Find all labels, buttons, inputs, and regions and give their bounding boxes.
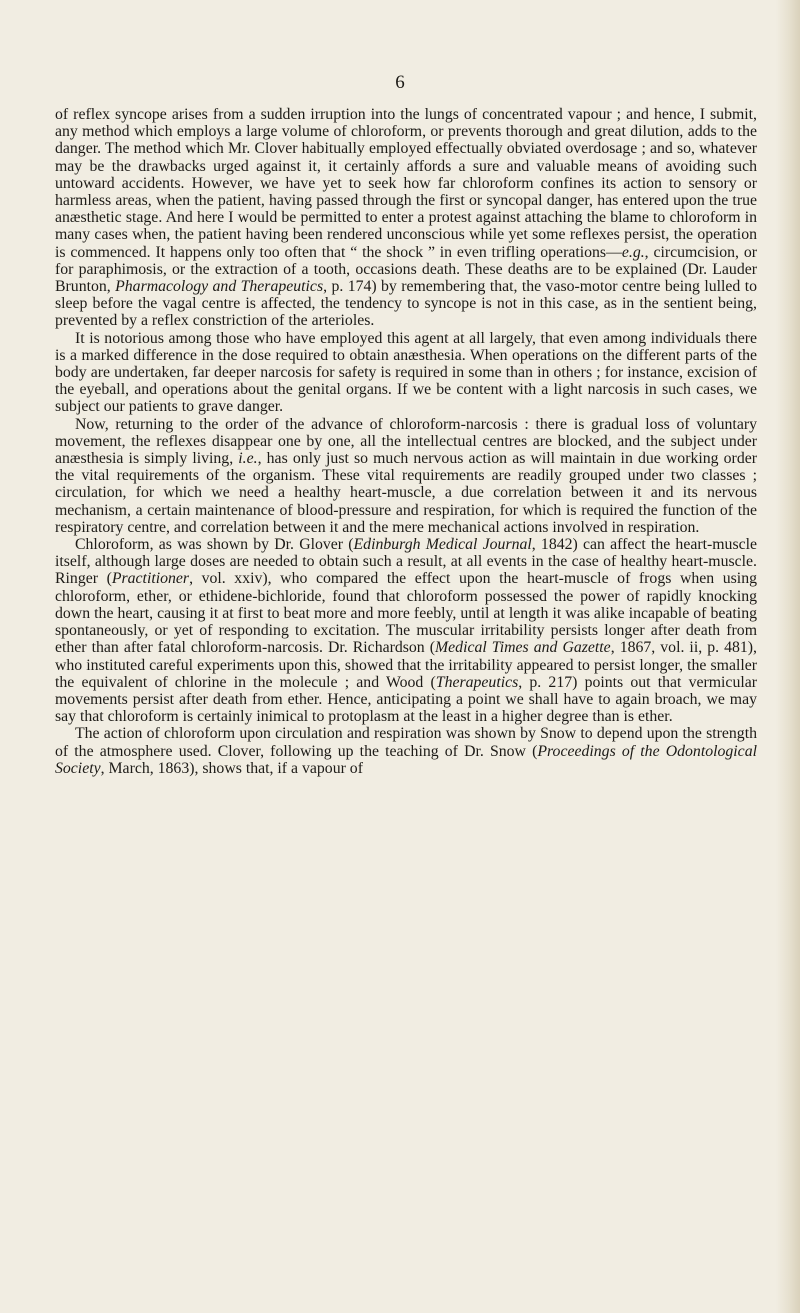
italic-text: e.g.: [621, 243, 645, 261]
italic-text: Proceedings of the Odontological Society: [55, 742, 757, 777]
text-run: , 1842) can affect the heart-muscle itself, although large doses are needed to obtain such a result, at all events in the case of healthy heart-muscle. Ringer (: [55, 536, 758, 588]
text-run: , 1867, vol. ii, p. 481), who instituted careful experiments upon this, showed that the irritability appeared to persist longer, the smaller the equivalent of chlorine in the molecule ; and Wood (: [55, 639, 757, 691]
text-run: The action of chloroform upon circulation and respiration was shown by Snow to depend upon the strength of the atmosphere used. Clover, following up the teaching of Dr. Snow (: [55, 725, 757, 760]
italic-text: Pharmacology and Therapeutics: [115, 278, 324, 296]
text-run: Now, returning to the order of the advance of chloroform-narcosis : there is gradual loss of voluntary movement, the reflexes disappear one by one, all the intellectual centres are blocked, and the subject under anæsthesia is simply living,: [55, 415, 757, 468]
italic-text: Edinburgh Medical Journal: [353, 536, 532, 554]
text-run: , vol. xxiv), who compared the effect upon the heart-muscle of frogs when using chloroform, ether, or ethidene-bichloride, found that chloroform possessed the power of rapidly knocking down the heart, causing it at first to beat more and more feebly, until at length it was alike incapable of beating spontaneously, or yet of responding to excitation. The muscular irritability persists longer after death from ether than after fatal chloroform-narcosis. Dr. Richardson (: [55, 570, 757, 657]
paragraph: [55, 536, 757, 725]
text-run: Chloroform, as was shown by Dr. Glover (: [75, 536, 354, 554]
paragraph: [55, 416, 757, 536]
text-run: , circumcision, or for paraphimosis, or the extraction of a tooth, occasions death. These deaths are to be explained (Dr. Lauder Brunton,: [55, 243, 757, 296]
text-run: , March, 1863), shows that, if a vapour of: [100, 759, 363, 777]
text-run: , has only just so much nervous action as will maintain in due working order the vital requirements of the organism. These vital requirements are readily grouped under two classes ; circulation, for which we need a healthy heart-muscle, a due correlation between it and its nervous mechanism, a certain maintenance of blood-pressure and respiration, for which is required the function of the respiratory centre, and correlation between it and the mere mechanical actions involved in respiration.: [55, 450, 757, 536]
italic-text: Practitioner: [111, 570, 190, 588]
text-run: of reflex syncope arises from a sudden irruption into the lungs of concentrated vapour ; and hence, I submit, any method which employs a large volume of chloroform, or prevents thorough and great dilution, adds to the danger. The method which Mr. Clover habitually employed effectually obviated overdosage ; and so, whatever may be the drawbacks urged against it, it certainly affords a sure and valuable means of avoiding such untoward accidents. However, we have yet to seek how far chloroform confines its action to sensory or harmless areas, when the patient, having passed through the first or syncopal danger, has entered upon the true anæsthetic stage. And here I would be permitted to enter a protest against attaching the blame to chloroform in many cases when, the patient having been rendered unconscious while yet some reflexes persist, the operation is commenced. It happens only too often that “ the shock ” in even trifling operations—: [55, 106, 757, 261]
page-number: 6: [395, 72, 405, 93]
italic-text: i.e.: [238, 450, 258, 468]
body-text: [55, 106, 757, 777]
paragraph: [55, 330, 757, 416]
text-run: , p. 217) points out that vermicular movements persist after death from ether. Hence, anticipating a point we shall have to again broach, we may say that chloroform is certainly inimical to protoplasm at the least in a higher degree than is ether.: [55, 673, 758, 726]
italic-text: Therapeutics: [435, 673, 519, 691]
paragraph: [55, 725, 757, 777]
italic-text: Medical Times and Gazette: [435, 639, 611, 657]
paragraph: [55, 106, 757, 330]
page-edge-shadow: [776, 0, 800, 1313]
text-run: It is notorious among those who have employed this agent at all largely, that even among individuals there is a marked difference in the dose required to obtain anæsthesia. When operations on the different parts of the body are undertaken, far deeper narcosis for safety is required in some than in others ; for instance, excision of the eyeball, and operations about the genital organs. If we be content with a light narcosis in such cases, we subject our patients to grave danger.: [55, 329, 757, 416]
text-run: , p. 174) by remembering that, the vaso-motor centre being lulled to sleep before the vagal centre is affected, the tendency to syncope is not in this case, as in the sentient being, prevented by a reflex constriction of the arterioles.: [55, 278, 758, 330]
